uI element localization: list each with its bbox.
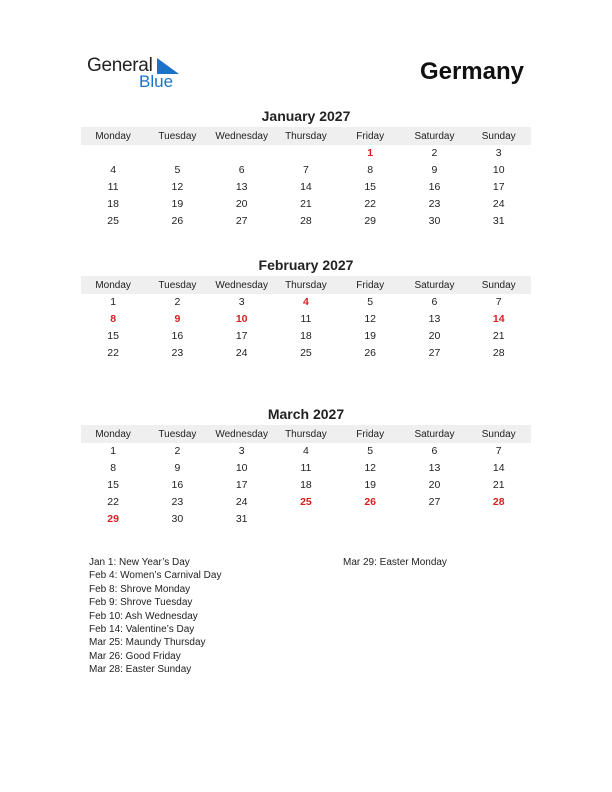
day-cell: 19 [171, 197, 184, 210]
day-cell: 21 [300, 197, 312, 210]
weekday-label: Saturday [414, 130, 455, 142]
weekday-header-row [81, 276, 531, 294]
day-cell: 23 [171, 346, 184, 359]
holiday-day-cell: 1 [367, 147, 374, 160]
day-cell: 12 [364, 462, 377, 475]
day-cell: 17 [235, 478, 248, 491]
day-cell: 8 [367, 164, 374, 177]
day-cell: 13 [428, 462, 441, 475]
day-cell: 11 [300, 462, 312, 475]
day-cell: 13 [235, 180, 248, 193]
holiday-day-cell: 28 [492, 495, 505, 508]
day-cell: 30 [171, 512, 184, 525]
day-cell: 1 [110, 296, 117, 309]
day-cell: 7 [303, 164, 309, 177]
day-cell: 14 [492, 462, 505, 475]
day-cell: 26 [364, 346, 377, 359]
month-title: March 2027 [267, 406, 345, 422]
day-cell: 20 [235, 197, 248, 210]
day-cell: 11 [107, 180, 119, 193]
day-cell: 4 [110, 164, 117, 177]
day-cell: 31 [492, 214, 505, 227]
weekday-header-row [81, 127, 531, 145]
day-cell: 13 [428, 313, 441, 326]
day-cell: 24 [235, 346, 248, 359]
day-cell: 27 [428, 346, 441, 359]
week-row [81, 344, 531, 361]
holiday-entry: Feb 8: Shrove Monday [89, 583, 191, 595]
brand-general-text: General [87, 55, 153, 76]
day-cell: 28 [492, 346, 505, 359]
holiday-entry: Mar 28: Easter Sunday [89, 664, 192, 676]
day-cell: 21 [492, 329, 505, 342]
week-row [81, 443, 531, 460]
holiday-entry: Feb 4: Women’s Carnival Day [89, 570, 222, 582]
weekday-label: Thursday [285, 279, 327, 291]
day-cell: 14 [300, 180, 312, 193]
day-cell: 6 [238, 164, 245, 177]
day-cell: 18 [107, 197, 119, 210]
day-cell: 16 [171, 329, 184, 342]
day-cell: 17 [492, 180, 505, 193]
holiday-day-cell: 14 [492, 313, 505, 326]
day-cell: 10 [492, 164, 505, 177]
holiday-entry: Feb 14: Valentine’s Day [89, 624, 195, 636]
weekday-label: Wednesday [215, 130, 268, 142]
weekday-label: Thursday [285, 130, 327, 142]
day-cell: 18 [300, 478, 312, 491]
day-cell: 23 [428, 197, 441, 210]
week-row [81, 179, 531, 196]
holiday-entry: Mar 29: Easter Monday [343, 557, 447, 568]
week-row [81, 460, 531, 477]
day-cell: 26 [171, 214, 184, 227]
holiday-day-cell: 8 [110, 313, 117, 326]
holiday-entry: Feb 9: Shrove Tuesday [89, 597, 193, 609]
week-row [81, 510, 531, 527]
holiday-entry: Mar 26: Good Friday [89, 650, 181, 662]
weekday-label: Friday [356, 130, 385, 142]
weekday-label: Tuesday [158, 279, 197, 291]
day-cell: 6 [431, 445, 438, 458]
day-cell: 18 [300, 329, 312, 342]
weekday-label: Monday [95, 279, 131, 291]
holiday-list-left [89, 556, 221, 677]
day-cell: 8 [110, 462, 117, 475]
weekday-label: Friday [356, 279, 385, 291]
month-title: February 2027 [258, 257, 354, 273]
day-cell: 16 [171, 478, 184, 491]
day-cell: 22 [107, 346, 119, 359]
country-title: Germany [419, 58, 524, 85]
day-cell: 12 [364, 313, 377, 326]
day-cell: 22 [364, 197, 377, 210]
day-cell: 24 [492, 197, 505, 210]
day-cell: 25 [300, 346, 312, 359]
day-cell: 3 [495, 147, 502, 160]
holiday-entry: Feb 10: Ash Wednesday [89, 610, 198, 622]
day-cell: 9 [431, 164, 438, 177]
weekday-label: Tuesday [158, 130, 197, 142]
weekday-label: Monday [95, 130, 131, 142]
brand-blue-text: Blue [139, 72, 174, 91]
holiday-day-cell: 26 [364, 495, 377, 508]
day-cell: 27 [235, 214, 248, 227]
day-cell: 9 [174, 462, 181, 475]
week-row [81, 212, 531, 229]
weekday-label: Sunday [481, 279, 516, 291]
day-cell: 30 [428, 214, 441, 227]
weekday-label: Wednesday [215, 279, 268, 291]
month-calendar [81, 107, 531, 229]
day-cell: 22 [107, 495, 119, 508]
day-cell: 3 [238, 445, 245, 458]
day-cell: 19 [364, 329, 377, 342]
brand-logo [87, 55, 187, 93]
day-cell: 5 [367, 445, 374, 458]
weekday-label: Tuesday [158, 428, 197, 440]
day-cell: 12 [171, 180, 184, 193]
day-cell: 5 [367, 296, 374, 309]
day-cell: 2 [431, 147, 438, 160]
weekday-label: Monday [95, 428, 131, 440]
day-cell: 28 [300, 214, 312, 227]
day-cell: 6 [431, 296, 438, 309]
holiday-list-right [343, 556, 447, 569]
week-row [81, 162, 531, 179]
holiday-entry: Mar 25: Maundy Thursday [89, 637, 206, 649]
day-cell: 20 [428, 478, 441, 491]
day-cell: 2 [174, 445, 181, 458]
holiday-entry: Jan 1: New Year’s Day [89, 557, 190, 568]
weekday-label: Wednesday [215, 428, 268, 440]
week-row [81, 145, 531, 162]
day-cell: 10 [235, 462, 248, 475]
week-row [81, 195, 531, 212]
weekday-label: Friday [356, 428, 385, 440]
day-cell: 31 [235, 512, 248, 525]
month-title: January 2027 [261, 108, 351, 124]
week-row [81, 493, 531, 510]
day-cell: 16 [428, 180, 441, 193]
day-cell: 1 [110, 445, 117, 458]
day-cell: 21 [492, 478, 505, 491]
day-cell: 24 [235, 495, 248, 508]
day-cell: 7 [495, 296, 502, 309]
day-cell: 3 [238, 296, 245, 309]
weekday-label: Saturday [414, 428, 455, 440]
weekday-label: Saturday [414, 279, 455, 291]
week-row [81, 294, 531, 311]
day-cell: 2 [174, 296, 181, 309]
holiday-day-cell: 29 [107, 512, 119, 525]
day-cell: 19 [364, 478, 377, 491]
week-row [81, 328, 531, 345]
day-cell: 20 [428, 329, 441, 342]
month-calendar [81, 256, 531, 361]
day-cell: 17 [235, 329, 248, 342]
month-calendar [81, 405, 531, 527]
day-cell: 23 [171, 495, 184, 508]
day-cell: 11 [300, 313, 312, 326]
day-cell: 25 [107, 214, 119, 227]
weekday-header-row [81, 425, 531, 443]
weekday-label: Thursday [285, 428, 327, 440]
holiday-day-cell: 4 [303, 296, 309, 309]
day-cell: 15 [364, 180, 377, 193]
weekday-label: Sunday [481, 130, 516, 142]
day-cell: 7 [495, 445, 502, 458]
holiday-day-cell: 10 [235, 313, 248, 326]
week-row [81, 477, 531, 494]
day-cell: 29 [364, 214, 377, 227]
day-cell: 27 [428, 495, 441, 508]
day-cell: 15 [107, 329, 119, 342]
week-row [81, 311, 531, 328]
holiday-day-cell: 9 [174, 313, 181, 326]
weekday-label: Sunday [481, 428, 516, 440]
day-cell: 5 [174, 164, 181, 177]
holiday-day-cell: 25 [300, 495, 312, 508]
day-cell: 4 [303, 445, 309, 458]
day-cell: 15 [107, 478, 119, 491]
